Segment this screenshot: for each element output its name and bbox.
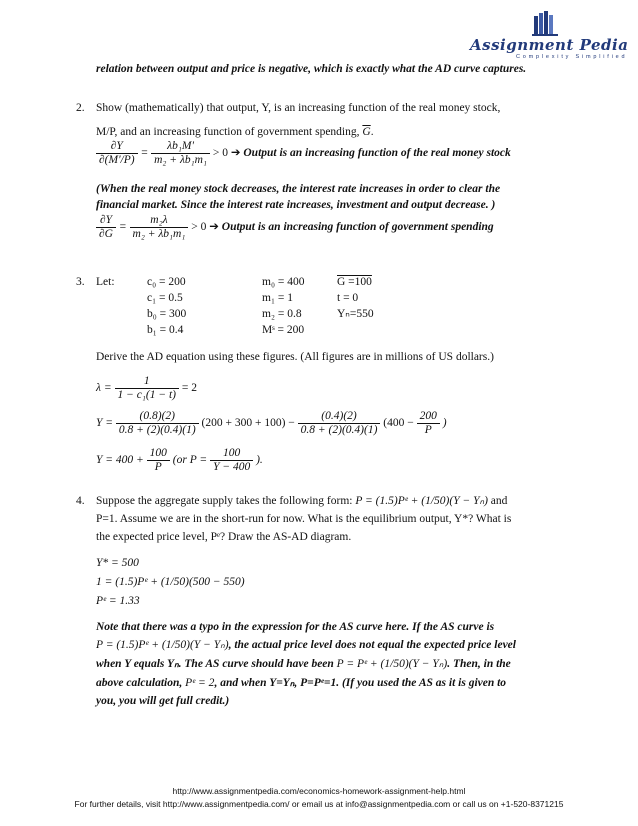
q3-c0: c₀ = 200 — [147, 276, 186, 288]
q2-explain-1: (When the real money stock decreases, the interest rate increases in order to clear the — [96, 183, 501, 195]
q3-m2: m₂ = 0.8 — [262, 308, 302, 320]
q4-line1: Suppose the aggregate supply takes the following form: P = (1.5)Pᵉ + (1/50)(Y − Yₙ) and — [96, 495, 508, 507]
logo-brand: Assignment Pedia — [470, 36, 629, 54]
arrow-icon: ➔ — [209, 219, 219, 234]
q3-label: Let: — [96, 276, 115, 288]
q2-eq2: $\frac{\partial Y}{\partial G}$ = $\frac{\text{m₂λ}}{\text{m₂ + λb₁m₁}}$ > 0 ➔ Output is an increasing function of government spending — [96, 214, 494, 241]
q4-number: 4. — [76, 495, 85, 507]
q3-b1: b₁ = 0.4 — [147, 324, 184, 336]
q2-g: $\overline{G}$ — [362, 126, 371, 138]
q4-note1: Note that there was a typo in the expression for the AS curve here. If the AS curve is — [96, 621, 495, 633]
footer-url[interactable]: http://www.assignmentpedia.com/economics-homework-assignment-help.html — [172, 786, 466, 796]
logo — [470, 10, 630, 62]
q2-line1: Show (mathematically) that output, Y, is an increasing function of the real money stock, — [96, 102, 501, 114]
q3-ms: Mˢ = 200 — [262, 324, 305, 336]
q4-ans3: Pᵉ = 1.33 — [96, 595, 140, 607]
q4-ans1: Y* = 500 — [96, 557, 139, 569]
logo-books-icon — [532, 10, 560, 36]
q4-note5: you, you will get full credit.) — [96, 695, 230, 707]
q3-t: t = 0 — [337, 292, 359, 304]
q3-y-eq: Y = $\frac{(0.8)(2)}{0.8 + (2)(0.4)(1)}$ (200 + 300 + 100) − $\frac{(0.4)(2)}{0.8 + (2)(0.4)(1)}$ (400 − $\frac{200}{P}$ ) — [96, 410, 447, 436]
q4-ans2: 1 = (1.5)Pᵉ + (1/50)(500 − 550) — [96, 576, 245, 588]
q2-number: 2. — [76, 102, 85, 114]
q4-line2: P=1. Assume we are in the short-run for now. What is the equilibrium output, Y*? What is — [96, 513, 512, 525]
intro-line: relation between output and price is negative, which is exactly what the AD curve captures. — [96, 63, 527, 75]
footer-details: For further details, visit http://www.assignmentpedia.com/ or email us at info@assignmentpedia.com or call us on +1-520-8371215 — [74, 799, 564, 809]
q3-m1: m₁ = 1 — [262, 292, 293, 304]
q3-derive: Derive the AD equation using these figures. (All figures are in millions of US dollars.) — [96, 351, 494, 363]
q3-b0: b₀ = 300 — [147, 308, 187, 320]
q4-note2: P = (1.5)Pᵉ + (1/50)(Y − Yₙ), the actual price level does not equal the expected price level — [96, 639, 516, 651]
q3-yn: Yₙ=550 — [337, 308, 374, 320]
q3-lambda-eq: λ = $\frac{1}{\text{1 − c₁(1 − t)}}$ = 2 — [96, 375, 197, 401]
q2-explain-2: financial market. Since the interest rate increases, investment and output decrease. ) — [96, 199, 496, 211]
q2-eq1: $\frac{\partial Y}{\partial(M'/P)}$ = $\frac{\text{λb₁M'}}{\text{m₂ + λb₁m₁}}$ > 0 ➔ Output is an increasing function of the real money stock — [96, 140, 511, 167]
logo-tagline: Complexity Simplified — [516, 54, 628, 60]
q3-number: 3. — [76, 276, 85, 288]
q3-y2-eq: Y = 400 + $\frac{100}{P}$ (or P = $\frac{100}{Y - 400}$ ). — [96, 447, 263, 473]
q3-c1: c₁ = 0.5 — [147, 292, 183, 304]
q4-note3: when Y equals Yₙ. The AS curve should have been P = Pᵉ + (1/50)(Y − Yₙ). Then, in the — [96, 658, 511, 670]
q3-m0: m₀ = 400 — [262, 276, 305, 288]
q3-g: G =100 — [337, 276, 372, 288]
q2-line2: M/P, and an increasing function of government spending, $\overline{G}$. — [96, 126, 374, 138]
q4-line3: the expected price level, Pᵉ? Draw the AS-AD diagram. — [96, 531, 352, 543]
arrow-icon: ➔ — [230, 145, 241, 160]
q4-note4: above calculation, Pᵉ = 2, and when Y=Yₙ, P=Pᵉ=1. (If you used the AS as it is given to — [96, 677, 507, 689]
